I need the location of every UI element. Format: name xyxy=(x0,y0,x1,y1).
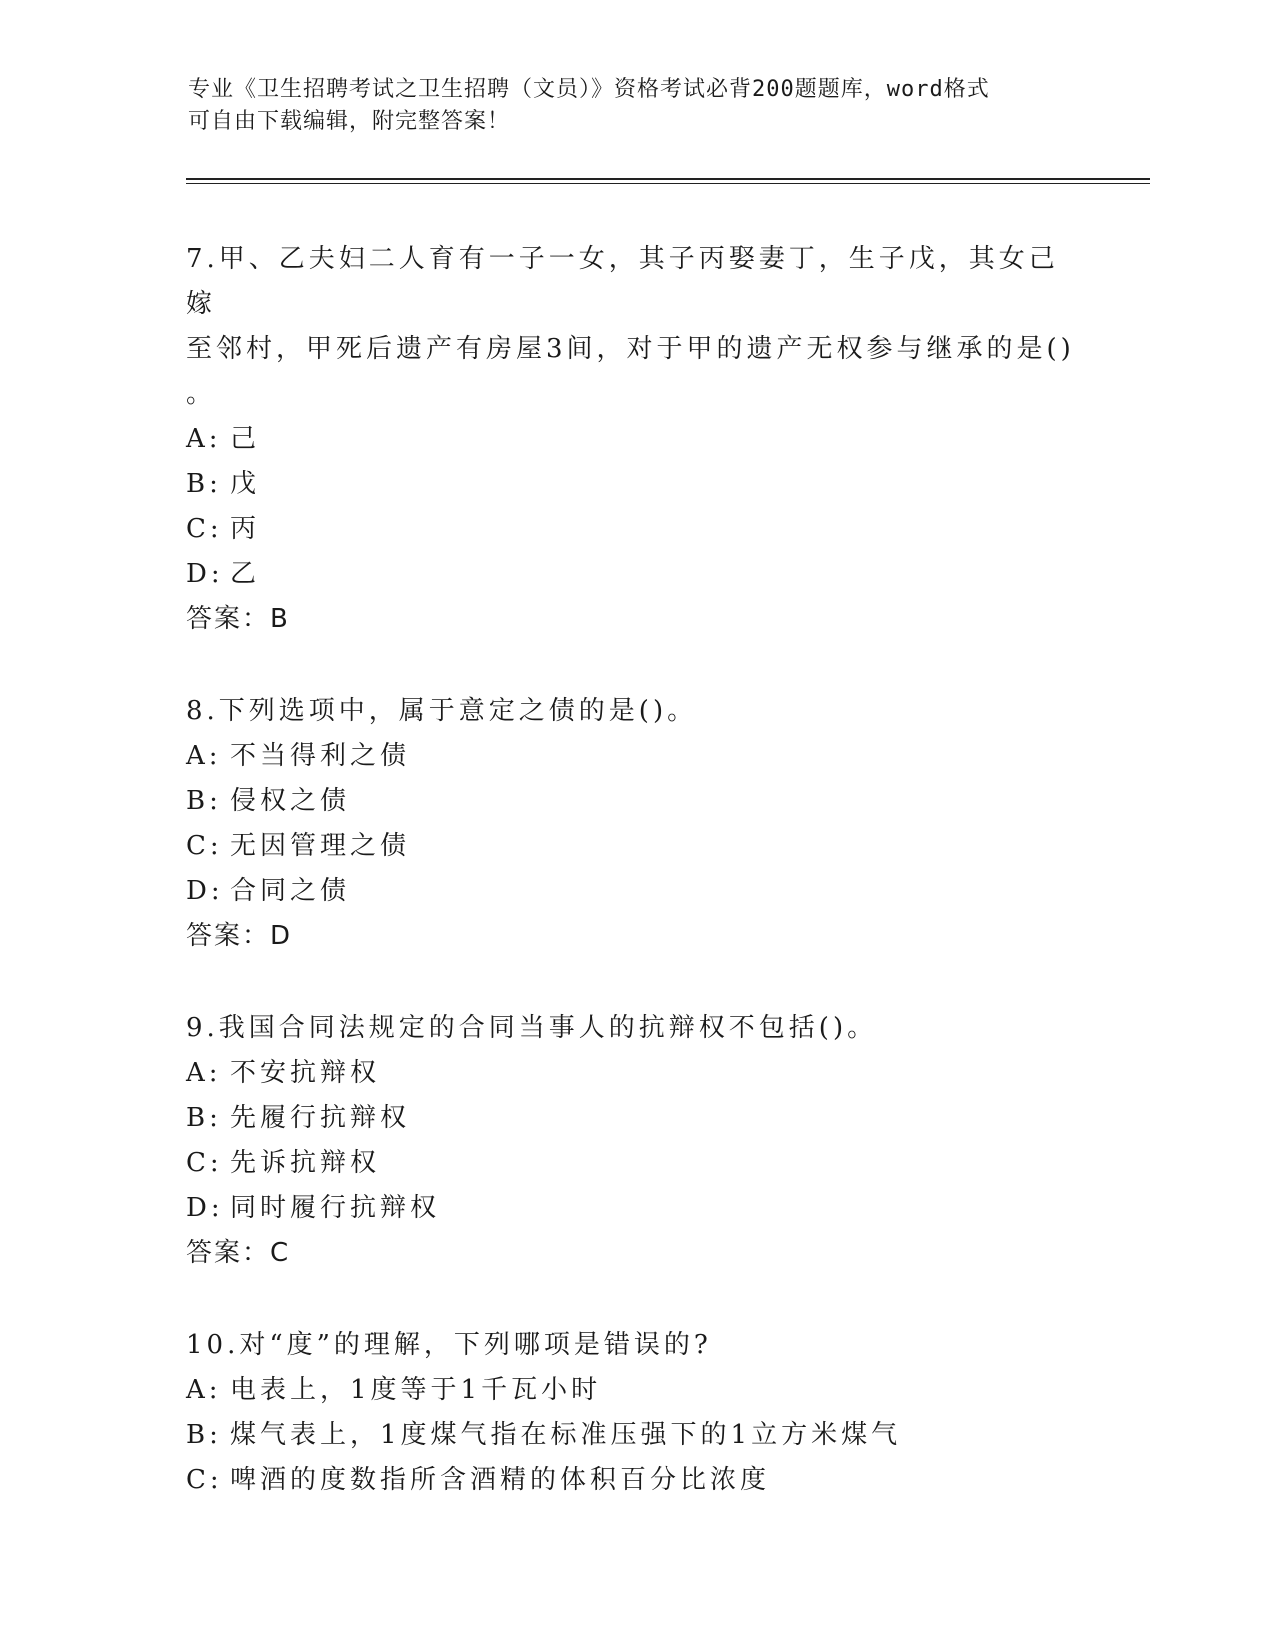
stem-line: 9.我国合同法规定的合同当事人的抗辩权不包括()。 xyxy=(186,1013,878,1043)
header-line-1: 专业《卫生招聘考试之卫生招聘（文员）》资格考试必背200题题库，word格式 xyxy=(188,77,990,102)
header-divider-thick xyxy=(186,178,1150,180)
option-b xyxy=(186,779,1086,824)
option-c xyxy=(186,1141,1086,1186)
option-key: B: xyxy=(186,1103,222,1133)
option-key: D: xyxy=(186,1193,224,1223)
option-key: C: xyxy=(186,831,223,861)
document-header xyxy=(188,74,1068,138)
option-key: A: xyxy=(186,1375,222,1405)
option-text: 乙 xyxy=(230,559,261,589)
question-8 xyxy=(186,689,1086,959)
question-stem xyxy=(186,1006,1086,1051)
option-key: B: xyxy=(186,786,222,816)
option-text: 丙 xyxy=(230,514,261,544)
option-text: 戊 xyxy=(230,469,261,499)
option-a xyxy=(186,1051,1086,1096)
option-key: A: xyxy=(186,1058,222,1088)
option-text: 不安抗辩权 xyxy=(230,1058,381,1088)
stem-line: 至邻村，甲死后遗产有房屋3间，对于甲的遗产无权参与继承的是() xyxy=(186,334,1075,364)
option-b xyxy=(186,1096,1086,1141)
option-d xyxy=(186,1186,1086,1231)
option-key: C: xyxy=(186,1465,223,1495)
stem-line: 8.下列选项中，属于意定之债的是()。 xyxy=(186,696,698,726)
option-d xyxy=(186,552,1086,597)
option-c xyxy=(186,507,1086,552)
option-text: 己 xyxy=(230,424,261,454)
answer-line: 答案：B xyxy=(186,604,290,634)
stem-line: 。 xyxy=(186,379,217,409)
option-key: D: xyxy=(186,559,224,589)
option-b xyxy=(186,1413,1086,1458)
option-a xyxy=(186,417,1086,462)
option-key: B: xyxy=(186,1420,222,1450)
option-a xyxy=(186,1368,1086,1413)
option-key: A: xyxy=(186,424,222,454)
option-text: 同时履行抗辩权 xyxy=(230,1193,441,1223)
option-a xyxy=(186,734,1086,779)
option-c xyxy=(186,824,1086,869)
answer-line: 答案：C xyxy=(186,1238,291,1268)
stem-line: 10.对“度”的理解，下列哪项是错误的? xyxy=(186,1330,712,1360)
question-stem xyxy=(186,237,1086,417)
option-text: 侵权之债 xyxy=(230,786,351,816)
option-key: C: xyxy=(186,514,223,544)
stem-line: 7.甲、乙夫妇二人育有一子一女，其子丙娶妻丁，生子戊，其女己嫁 xyxy=(186,244,1059,319)
header-line-2: 可自由下载编辑，附完整答案！ xyxy=(188,109,511,134)
option-d xyxy=(186,869,1086,914)
question-list xyxy=(186,237,1086,1503)
answer-line: 答案：D xyxy=(186,921,293,951)
option-c xyxy=(186,1458,1086,1503)
option-text: 煤气表上，1度煤气指在标准压强下的1立方米煤气 xyxy=(230,1420,902,1450)
option-key: C: xyxy=(186,1148,223,1178)
question-stem xyxy=(186,1323,1086,1368)
option-text: 先履行抗辩权 xyxy=(230,1103,411,1133)
option-text: 啤酒的度数指所含酒精的体积百分比浓度 xyxy=(230,1465,771,1495)
option-b xyxy=(186,462,1086,507)
option-key: A: xyxy=(186,741,222,771)
option-key: D: xyxy=(186,876,224,906)
option-text: 不当得利之债 xyxy=(230,741,411,771)
question-10 xyxy=(186,1323,1086,1503)
question-9 xyxy=(186,1006,1086,1276)
option-text: 电表上，1度等于1千瓦小时 xyxy=(230,1375,602,1405)
option-key: B: xyxy=(186,469,222,499)
option-text: 合同之债 xyxy=(230,876,351,906)
header-divider-thin xyxy=(186,183,1150,184)
option-text: 无因管理之债 xyxy=(230,831,411,861)
option-text: 先诉抗辩权 xyxy=(230,1148,381,1178)
question-7 xyxy=(186,237,1086,642)
question-stem xyxy=(186,689,1086,734)
